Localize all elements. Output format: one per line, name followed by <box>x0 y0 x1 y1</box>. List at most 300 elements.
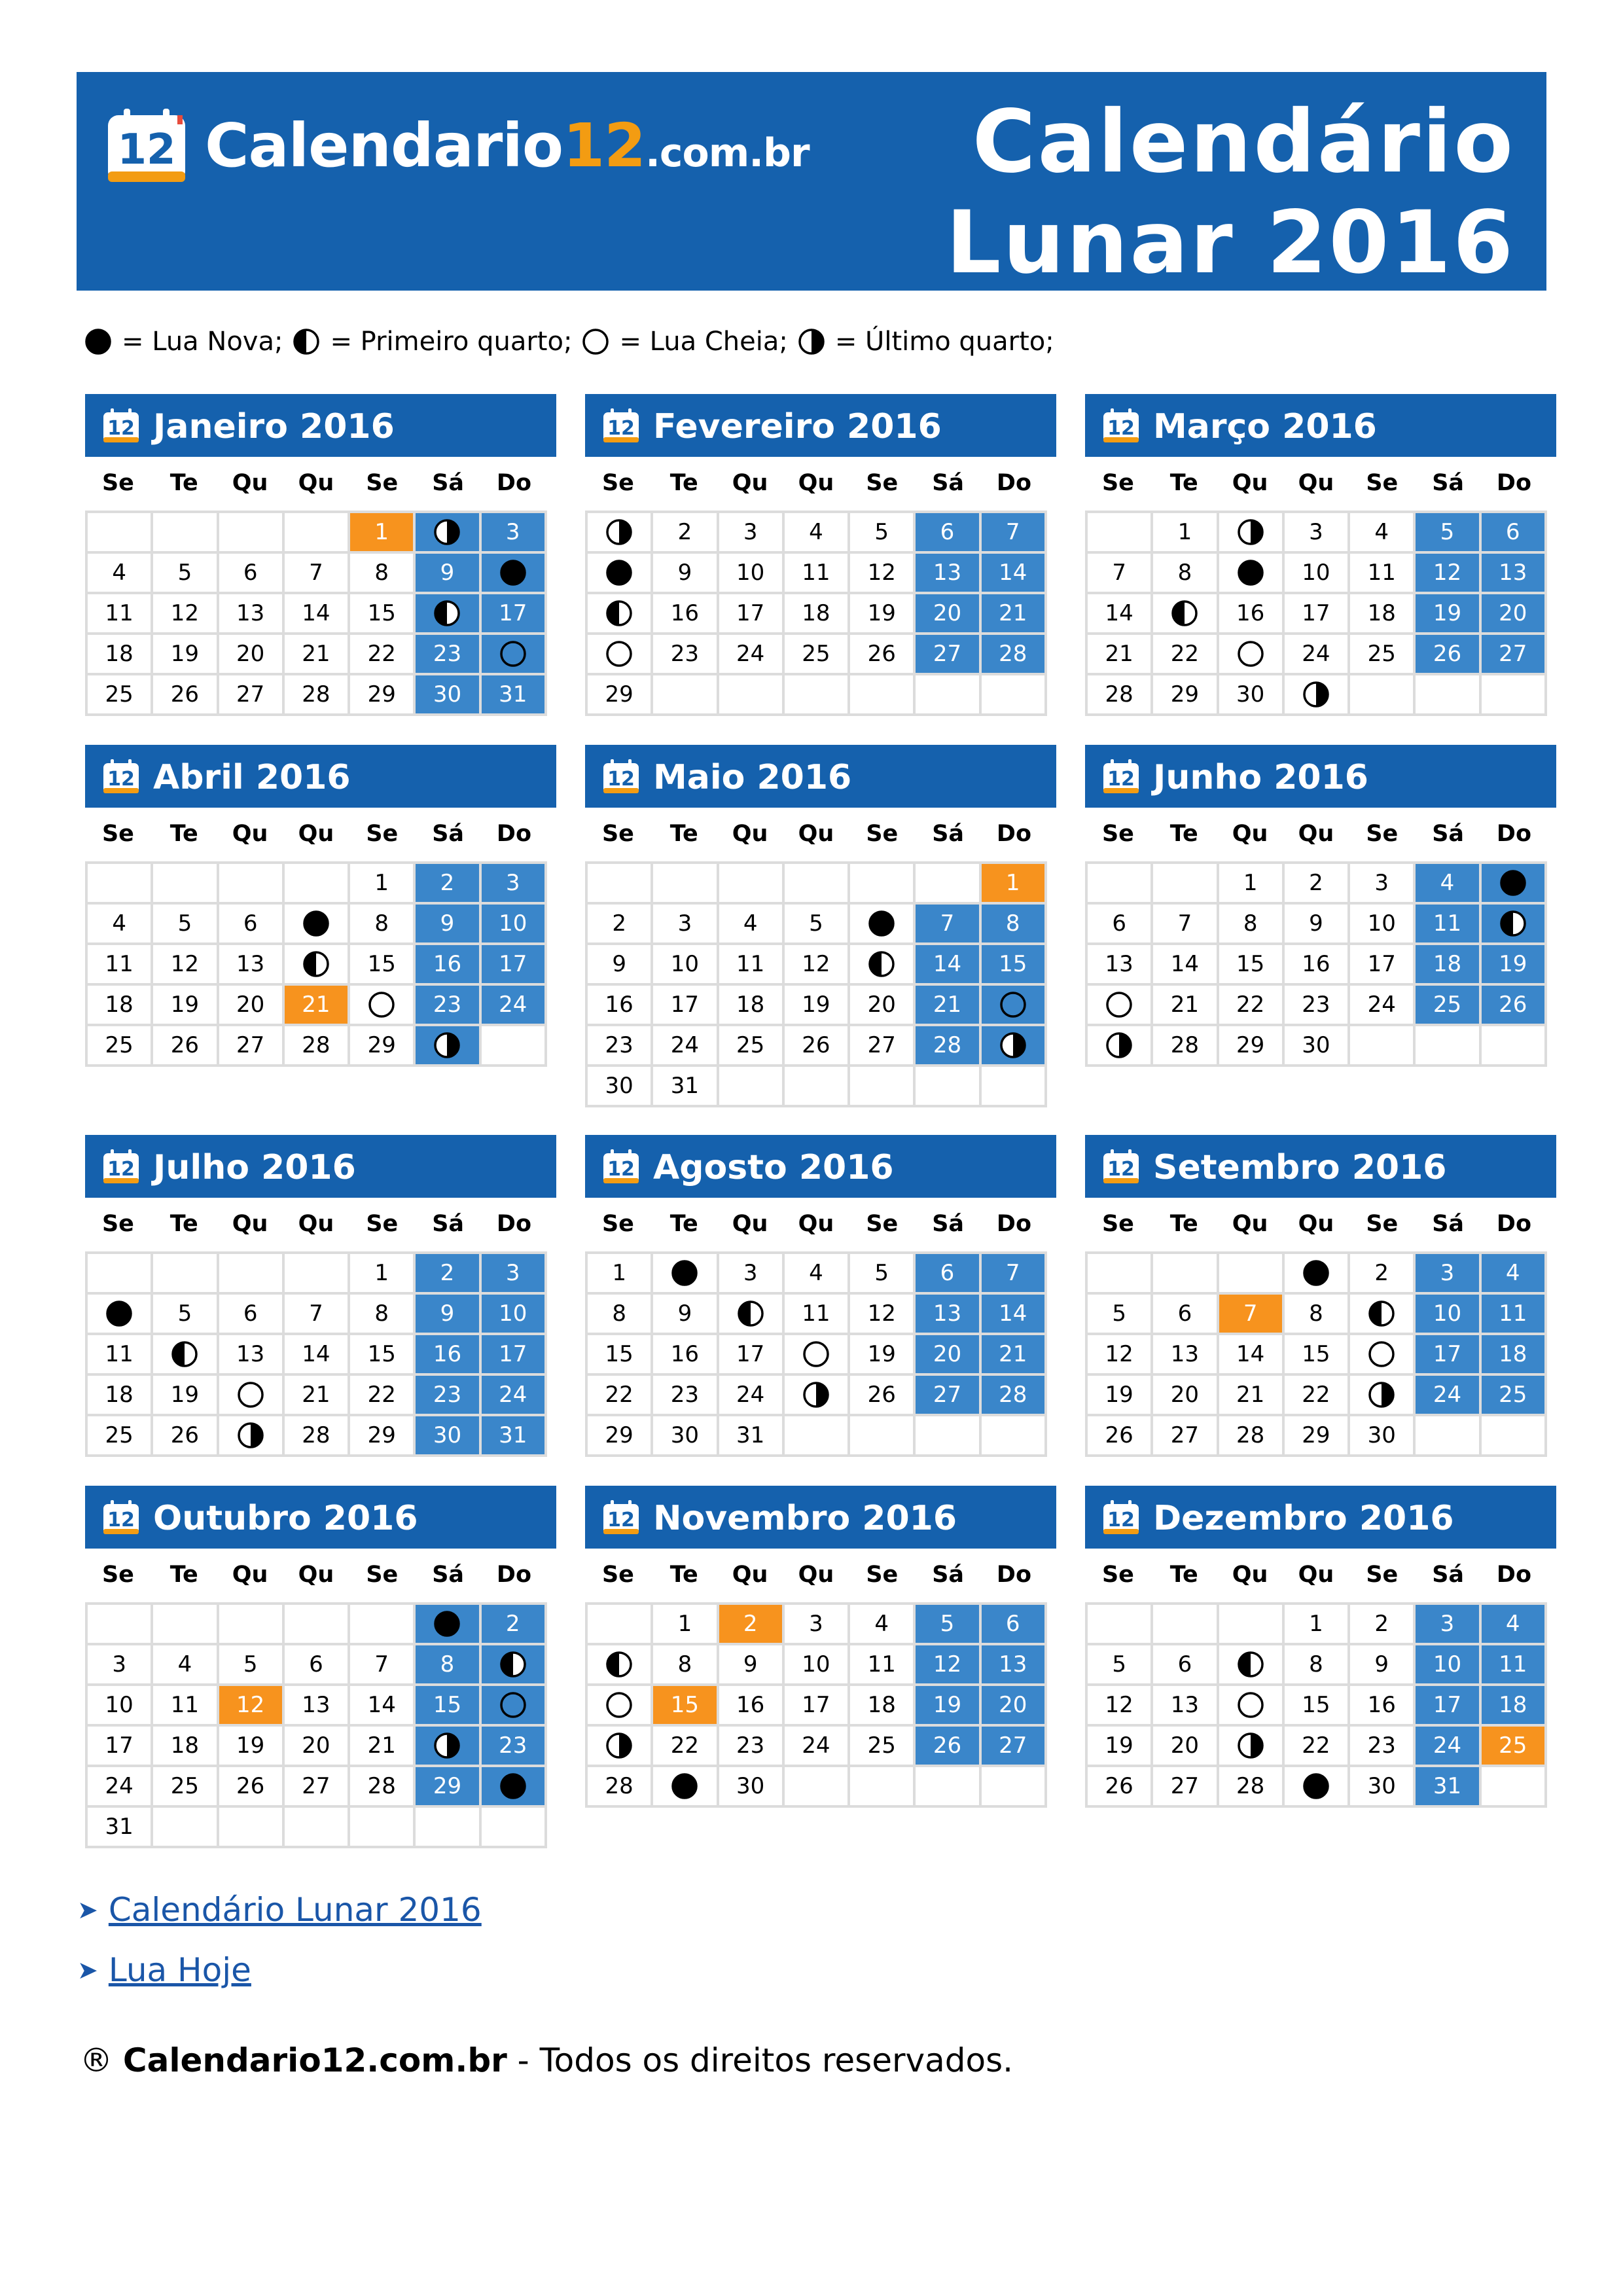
day-grid <box>585 861 1047 1107</box>
day-cell: 5 <box>916 1605 981 1645</box>
full-moon-icon <box>999 990 1027 1019</box>
weekday-label: Se <box>101 1211 134 1237</box>
full-moon-icon <box>802 1340 830 1369</box>
day-cell: 20 <box>219 986 285 1026</box>
calendar-icon <box>102 408 140 444</box>
day-grid <box>85 1251 547 1457</box>
day-cell <box>850 945 916 986</box>
day-cell: 3 <box>482 513 547 554</box>
first-quarter-icon <box>867 950 896 978</box>
day-cell: 23 <box>588 1026 653 1067</box>
day-cell: 10 <box>1416 1295 1481 1335</box>
empty-cell <box>219 1254 285 1295</box>
day-cell: 4 <box>850 1605 916 1645</box>
day-cell: 18 <box>88 1376 153 1416</box>
weekday-label: Se <box>1101 1211 1134 1237</box>
svg-text:12: 12 <box>607 1158 635 1181</box>
day-cell: 20 <box>219 635 285 675</box>
day-cell: 23 <box>1350 1727 1416 1767</box>
day-cell: 4 <box>88 554 153 594</box>
weekday-label: Qu <box>1232 1562 1268 1588</box>
month-title: Fevereiro 2016 <box>653 407 942 446</box>
day-cell: 14 <box>1153 945 1219 986</box>
empty-cell <box>850 864 916 905</box>
day-cell: 7 <box>285 554 350 594</box>
day-cell: 27 <box>1153 1416 1219 1457</box>
weekday-label: Te <box>169 470 198 496</box>
day-cell: 17 <box>1285 594 1350 635</box>
day-cell: 21 <box>350 1727 416 1767</box>
day-cell: 24 <box>719 635 785 675</box>
empty-cell <box>1153 864 1219 905</box>
day-cell: 25 <box>719 1026 785 1067</box>
day-cell <box>653 1767 719 1808</box>
day-cell: 19 <box>785 986 850 1026</box>
day-cell: 18 <box>88 986 153 1026</box>
day-cell: 6 <box>1153 1645 1219 1686</box>
weekday-label: Se <box>366 821 399 847</box>
month-title: Maio 2016 <box>653 758 852 797</box>
day-cell <box>1219 554 1285 594</box>
day-cell: 22 <box>350 1376 416 1416</box>
first-quarter-icon <box>292 327 321 356</box>
day-cell: 6 <box>1088 905 1153 945</box>
full-moon-icon <box>499 1691 527 1719</box>
day-cell: 24 <box>88 1767 153 1808</box>
day-cell: 27 <box>982 1727 1047 1767</box>
day-cell: 15 <box>982 945 1047 986</box>
weekday-label: Qu <box>732 1562 768 1588</box>
day-cell: 22 <box>588 1376 653 1416</box>
empty-cell <box>653 864 719 905</box>
weekday-label: Se <box>101 821 134 847</box>
day-cell: 24 <box>482 1376 547 1416</box>
full-moon-icon <box>1367 1340 1396 1369</box>
day-cell: 25 <box>1482 1727 1547 1767</box>
footer-text: - Todos os direitos reservados. <box>507 2041 1014 2079</box>
day-cell: 10 <box>88 1686 153 1727</box>
day-grid <box>1085 1602 1547 1808</box>
empty-cell <box>653 675 719 716</box>
empty-cell <box>153 1808 219 1848</box>
first-quarter-icon <box>1367 1299 1396 1328</box>
weekday-label: Qu <box>732 470 768 496</box>
empty-cell <box>588 864 653 905</box>
day-cell: 27 <box>916 1376 981 1416</box>
day-cell: 8 <box>1285 1295 1350 1335</box>
empty-cell <box>153 1254 219 1295</box>
legend-item <box>581 321 787 363</box>
day-cell: 4 <box>1482 1254 1547 1295</box>
day-cell: 3 <box>1416 1605 1481 1645</box>
weekday-label: Do <box>1496 1562 1532 1588</box>
day-cell: 29 <box>416 1767 481 1808</box>
month-title: Dezembro 2016 <box>1153 1499 1454 1538</box>
day-cell: 28 <box>1088 675 1153 716</box>
empty-cell <box>719 864 785 905</box>
empty-cell <box>719 675 785 716</box>
day-cell <box>482 1686 547 1727</box>
day-cell <box>1350 1295 1416 1335</box>
empty-cell <box>916 675 981 716</box>
day-cell <box>850 905 916 945</box>
day-cell: 16 <box>416 945 481 986</box>
day-cell: 10 <box>482 905 547 945</box>
day-cell: 13 <box>982 1645 1047 1686</box>
weekday-label: Te <box>1169 821 1198 847</box>
page-title-line1: Calendário <box>972 92 1515 192</box>
day-cell: 11 <box>1482 1295 1547 1335</box>
empty-cell <box>850 1767 916 1808</box>
lunar-calendar-link[interactable]: Calendário Lunar 2016 <box>108 1891 482 1929</box>
day-cell: 7 <box>1153 905 1219 945</box>
empty-cell <box>1350 1026 1416 1067</box>
day-cell <box>1285 1254 1350 1295</box>
day-cell: 14 <box>285 594 350 635</box>
day-cell: 28 <box>1153 1026 1219 1067</box>
day-cell <box>416 594 481 635</box>
day-cell: 13 <box>1088 945 1153 986</box>
last-quarter-icon <box>1236 1731 1265 1760</box>
month-calendar <box>585 1486 1056 1808</box>
day-cell: 11 <box>850 1645 916 1686</box>
weekday-label: Se <box>601 1562 634 1588</box>
day-cell: 13 <box>219 945 285 986</box>
weekday-label: Te <box>1169 1562 1198 1588</box>
legend-label: = Primeiro quarto; <box>330 327 573 357</box>
day-cell: 30 <box>1285 1026 1350 1067</box>
day-cell: 27 <box>219 1026 285 1067</box>
day-cell: 17 <box>1416 1686 1481 1727</box>
last-quarter-icon <box>433 1731 461 1760</box>
day-cell: 25 <box>785 635 850 675</box>
day-cell: 17 <box>785 1686 850 1727</box>
empty-cell <box>1350 675 1416 716</box>
last-quarter-icon <box>1302 680 1330 709</box>
empty-cell <box>850 1067 916 1107</box>
month-title-bar <box>585 745 1056 808</box>
day-cell: 16 <box>1285 945 1350 986</box>
day-cell: 17 <box>719 1335 785 1376</box>
new-moon-icon <box>433 1609 461 1638</box>
day-cell: 20 <box>285 1727 350 1767</box>
day-cell: 5 <box>153 1295 219 1335</box>
empty-cell <box>982 675 1047 716</box>
day-cell: 6 <box>219 554 285 594</box>
calendar-icon <box>602 408 640 444</box>
weekday-header <box>585 1198 1047 1251</box>
month-title-bar <box>585 1486 1056 1549</box>
weekday-label: Qu <box>232 470 268 496</box>
empty-cell <box>153 513 219 554</box>
day-cell: 19 <box>219 1727 285 1767</box>
weekday-label: Sá <box>932 1562 965 1588</box>
empty-cell <box>719 1067 785 1107</box>
svg-text:12: 12 <box>107 1158 135 1181</box>
day-cell: 22 <box>1285 1727 1350 1767</box>
day-cell: 10 <box>653 945 719 986</box>
day-cell: 6 <box>219 1295 285 1335</box>
month-calendar <box>85 1135 556 1457</box>
weekday-label: Qu <box>798 470 834 496</box>
day-cell <box>153 1335 219 1376</box>
svg-text:12: 12 <box>1107 1509 1135 1532</box>
day-cell: 18 <box>785 594 850 635</box>
day-cell: 14 <box>982 554 1047 594</box>
calendar-icon <box>1102 759 1140 795</box>
day-cell: 24 <box>1416 1727 1481 1767</box>
empty-cell <box>219 513 285 554</box>
day-grid <box>85 511 547 716</box>
day-cell: 9 <box>653 1295 719 1335</box>
day-cell: 1 <box>350 1254 416 1295</box>
empty-cell <box>916 864 981 905</box>
last-quarter-icon <box>802 1380 830 1409</box>
weekday-label: Qu <box>732 1211 768 1237</box>
day-cell: 10 <box>1416 1645 1481 1686</box>
day-cell: 2 <box>482 1605 547 1645</box>
day-grid <box>85 861 547 1067</box>
day-cell: 12 <box>219 1686 285 1727</box>
day-cell: 5 <box>153 554 219 594</box>
day-cell: 26 <box>850 1376 916 1416</box>
empty-cell <box>916 1767 981 1808</box>
day-cell: 13 <box>285 1686 350 1727</box>
day-cell <box>482 554 547 594</box>
empty-cell <box>785 864 850 905</box>
weekday-label: Te <box>1169 1211 1198 1237</box>
new-moon-icon <box>867 909 896 938</box>
moon-phase-legend <box>84 321 1063 363</box>
empty-cell <box>285 1808 350 1848</box>
calendar-icon <box>602 1500 640 1535</box>
month-title: Julho 2016 <box>153 1148 356 1187</box>
new-moon-icon <box>1302 1772 1330 1801</box>
weekday-label: Sá <box>1432 470 1465 496</box>
day-cell: 28 <box>285 1416 350 1457</box>
day-cell: 11 <box>785 554 850 594</box>
full-moon-icon <box>499 639 527 668</box>
day-cell: 2 <box>1285 864 1350 905</box>
day-cell <box>1482 905 1547 945</box>
arrow-right-icon: ➤ <box>77 1956 98 1984</box>
empty-cell <box>982 1767 1047 1808</box>
day-cell <box>1350 1335 1416 1376</box>
empty-cell <box>1153 1254 1219 1295</box>
svg-text:12: 12 <box>1107 1158 1135 1181</box>
month-title-bar <box>85 394 556 457</box>
month-calendar <box>1085 394 1556 716</box>
weekday-label: Sá <box>1432 1562 1465 1588</box>
day-cell: 2 <box>416 1254 481 1295</box>
day-cell: 5 <box>1416 513 1481 554</box>
weekday-label: Te <box>669 470 698 496</box>
legend-item <box>292 321 572 363</box>
empty-cell <box>1088 864 1153 905</box>
first-quarter-icon <box>1236 1650 1265 1679</box>
new-moon-icon <box>302 909 330 938</box>
full-moon-icon <box>605 1691 633 1719</box>
empty-cell <box>1153 1605 1219 1645</box>
day-cell <box>982 986 1047 1026</box>
new-moon-icon <box>499 1772 527 1801</box>
day-cell: 8 <box>1285 1645 1350 1686</box>
day-cell <box>416 1026 481 1067</box>
day-cell <box>482 1645 547 1686</box>
day-cell: 30 <box>1219 675 1285 716</box>
new-moon-icon <box>1302 1259 1330 1287</box>
day-cell: 19 <box>1482 945 1547 986</box>
day-cell: 22 <box>1285 1376 1350 1416</box>
day-cell: 7 <box>1088 554 1153 594</box>
day-cell: 4 <box>153 1645 219 1686</box>
day-cell: 26 <box>1482 986 1547 1026</box>
day-cell: 1 <box>350 513 416 554</box>
day-cell: 17 <box>1416 1335 1481 1376</box>
day-cell: 26 <box>1088 1416 1153 1457</box>
weekday-label: Se <box>1101 1562 1134 1588</box>
day-cell: 26 <box>153 675 219 716</box>
weekday-header <box>1085 1549 1547 1602</box>
day-cell: 7 <box>285 1295 350 1335</box>
day-cell: 5 <box>219 1645 285 1686</box>
day-cell <box>219 1416 285 1457</box>
day-cell: 13 <box>916 554 981 594</box>
day-cell: 7 <box>982 513 1047 554</box>
weekday-label: Qu <box>1232 821 1268 847</box>
empty-cell <box>785 1067 850 1107</box>
day-cell: 17 <box>482 594 547 635</box>
day-cell: 15 <box>350 945 416 986</box>
day-cell: 4 <box>719 905 785 945</box>
day-cell: 20 <box>1153 1727 1219 1767</box>
month-title-bar <box>1085 745 1556 808</box>
weekday-label: Sá <box>1432 821 1465 847</box>
weekday-header <box>85 1198 547 1251</box>
month-title-bar <box>585 1135 1056 1198</box>
day-cell: 9 <box>588 945 653 986</box>
day-cell: 27 <box>916 635 981 675</box>
day-cell <box>588 1727 653 1767</box>
weekday-label: Do <box>996 470 1032 496</box>
day-cell <box>1153 594 1219 635</box>
new-moon-icon <box>605 558 633 587</box>
day-cell: 6 <box>916 1254 981 1295</box>
day-cell: 18 <box>1350 594 1416 635</box>
day-cell: 5 <box>1088 1295 1153 1335</box>
day-cell: 14 <box>916 945 981 986</box>
day-cell: 4 <box>785 1254 850 1295</box>
day-cell: 2 <box>653 513 719 554</box>
day-grid <box>585 1251 1047 1457</box>
month-title-bar <box>1085 1135 1556 1198</box>
weekday-header <box>1085 1198 1547 1251</box>
weekday-label: Do <box>496 470 532 496</box>
weekday-label: Se <box>1366 470 1399 496</box>
weekday-label: Sá <box>932 821 965 847</box>
day-cell: 29 <box>350 1416 416 1457</box>
empty-cell <box>850 675 916 716</box>
weekday-label: Se <box>1366 1211 1399 1237</box>
weekday-label: Qu <box>798 821 834 847</box>
month-title: Janeiro 2016 <box>153 407 395 446</box>
day-cell: 23 <box>653 635 719 675</box>
full-moon-icon <box>236 1380 265 1409</box>
day-cell: 26 <box>219 1767 285 1808</box>
day-cell: 20 <box>850 986 916 1026</box>
day-cell: 3 <box>785 1605 850 1645</box>
day-cell: 22 <box>350 635 416 675</box>
day-cell: 21 <box>285 635 350 675</box>
weekday-label: Se <box>866 1211 899 1237</box>
brand-name-part1: Calendario <box>205 111 563 181</box>
svg-text:12: 12 <box>107 1509 135 1532</box>
day-grid <box>585 511 1047 716</box>
new-moon-icon <box>1236 558 1265 587</box>
empty-cell <box>482 1808 547 1848</box>
empty-cell <box>88 1605 153 1645</box>
legend-item <box>797 321 1054 363</box>
day-cell: 3 <box>1285 513 1350 554</box>
brand-name[interactable] <box>205 110 810 189</box>
day-cell: 21 <box>982 1335 1047 1376</box>
month-calendar <box>85 1486 556 1848</box>
day-cell: 21 <box>285 1376 350 1416</box>
day-cell: 15 <box>588 1335 653 1376</box>
weekday-header <box>1085 457 1547 511</box>
day-cell: 30 <box>719 1767 785 1808</box>
weekday-label: Qu <box>732 821 768 847</box>
weekday-label: Te <box>1169 470 1198 496</box>
weekday-label: Do <box>996 1562 1032 1588</box>
weekday-label: Te <box>669 821 698 847</box>
day-cell: 11 <box>88 945 153 986</box>
empty-cell <box>219 864 285 905</box>
day-cell: 28 <box>1219 1767 1285 1808</box>
first-quarter-icon <box>170 1340 199 1369</box>
weekday-label: Se <box>101 470 134 496</box>
last-quarter-icon <box>605 518 633 547</box>
day-cell: 31 <box>653 1067 719 1107</box>
day-cell: 23 <box>1285 986 1350 1026</box>
day-cell: 19 <box>153 635 219 675</box>
day-cell: 25 <box>1350 635 1416 675</box>
weekday-label: Do <box>1496 470 1532 496</box>
day-cell: 17 <box>719 594 785 635</box>
day-cell: 25 <box>1416 986 1481 1026</box>
empty-cell <box>153 864 219 905</box>
day-cell: 1 <box>1153 513 1219 554</box>
svg-text:12: 12 <box>607 1509 635 1532</box>
empty-cell <box>785 675 850 716</box>
day-cell: 26 <box>1088 1767 1153 1808</box>
page-title-line2: Lunar 2016 <box>946 192 1515 293</box>
day-cell: 25 <box>88 1416 153 1457</box>
moon-today-link[interactable]: Lua Hoje <box>108 1951 251 1989</box>
full-moon-icon <box>1236 1691 1265 1719</box>
weekday-label: Se <box>601 470 634 496</box>
svg-text:12: 12 <box>607 417 635 440</box>
day-grid <box>585 1602 1047 1808</box>
empty-cell <box>785 1416 850 1457</box>
day-cell: 10 <box>785 1645 850 1686</box>
day-cell: 14 <box>1219 1335 1285 1376</box>
day-cell: 11 <box>719 945 785 986</box>
day-cell: 27 <box>1482 635 1547 675</box>
day-cell: 6 <box>219 905 285 945</box>
day-cell: 27 <box>1153 1767 1219 1808</box>
day-cell: 18 <box>1416 945 1481 986</box>
